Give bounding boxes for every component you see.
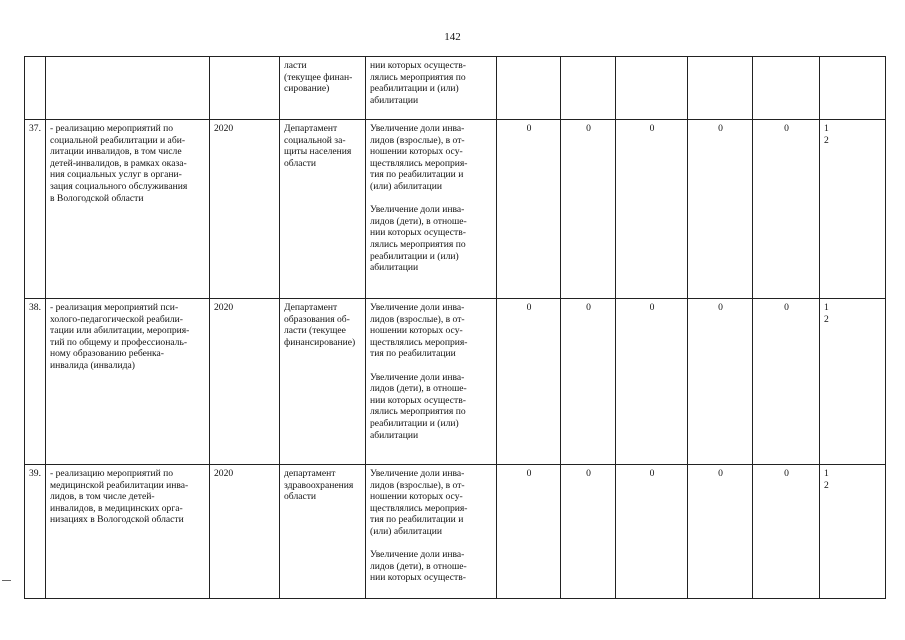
value-cell: 0 (753, 120, 820, 299)
reference-line: 1 (824, 302, 829, 313)
measure-line: холого-педагогической реабили- (50, 313, 183, 325)
indicator-line: Увеличение доли инва- (370, 371, 465, 383)
executor-cell (280, 465, 366, 599)
indicator-line: ществлялись мероприя- (370, 336, 468, 348)
reference-cell (820, 120, 886, 299)
table-row (25, 299, 886, 465)
executor-line: ласти (текущее (284, 325, 346, 337)
year-cell: 2020 (210, 465, 280, 599)
indicator-line: реабилитации и (или) (370, 250, 459, 262)
measure-cell (46, 57, 210, 120)
executor-line: ласти (284, 60, 307, 71)
value-cell: 0 (616, 465, 688, 599)
indicator-line: лялись мероприятия по (370, 71, 466, 83)
indicator-line: абилитации (370, 94, 419, 106)
measure-cell (46, 120, 210, 299)
value-cell (616, 57, 688, 120)
indicator-line: лидов (взрослые), в от- (370, 313, 465, 325)
program-table (24, 56, 886, 599)
indicator-line: лидов (дети), в отноше- (370, 383, 467, 395)
measure-cell (46, 465, 210, 599)
indicator-line: нии которых осуществ- (370, 394, 466, 406)
indicator-line: реабилитации и (или) (370, 83, 459, 95)
value-cell: 0 (561, 299, 616, 465)
indicator-line: Увеличение доли инва- (370, 204, 465, 216)
executor-line: финансирование) (284, 336, 356, 348)
measure-line: социальной реабилитации и аби- (50, 134, 186, 146)
value-cell (497, 57, 561, 120)
executor-line: здравоохранения (284, 479, 354, 491)
measure-line: низациях в Вологодской области (50, 514, 184, 526)
indicator-line: ществлялись мероприя- (370, 157, 468, 169)
executor-line: (текущее финан- (284, 71, 353, 83)
executor-cell (280, 299, 366, 465)
reference-cell (820, 57, 886, 120)
indicator-line: лялись мероприятия по (370, 406, 466, 418)
reference-line: 2 (824, 313, 829, 325)
indicator-line: нии которых осуществ- (370, 227, 466, 239)
executor-line: области (284, 157, 317, 169)
measure-line: ния социальных услуг в органи- (50, 169, 182, 181)
measure-line: лидов, в том числе детей- (50, 491, 155, 503)
measure-line: инвалида (инвалида) (50, 359, 135, 371)
indicator-line: Увеличение доли инва- (370, 123, 465, 134)
table-row (25, 120, 886, 299)
value-cell: 0 (616, 120, 688, 299)
indicator-line: абилитации (370, 429, 419, 441)
value-cell: 0 (753, 299, 820, 465)
measure-line: - реализацию мероприятий по (50, 468, 174, 479)
indicator-cell (366, 465, 497, 599)
page-number: 142 (444, 31, 461, 43)
indicator-line: тия по реабилитации и (370, 169, 464, 181)
year-cell: 2020 (210, 299, 280, 465)
indicator-line: лидов (дети), в отноше- (370, 560, 467, 572)
indicator-line: ношении которых осу- (370, 325, 463, 337)
measure-line: - реализация мероприятий пси- (50, 302, 179, 313)
indicator-cell (366, 120, 497, 299)
value-cell: 0 (688, 465, 753, 599)
value-cell: 0 (497, 120, 561, 299)
executor-line: области (284, 491, 317, 503)
value-cell (753, 57, 820, 120)
executor-line: образования об- (284, 313, 350, 325)
indicator-line: Увеличение доли инва- (370, 302, 465, 313)
executor-cell (280, 120, 366, 299)
measure-line: литации инвалидов, в том числе (50, 146, 182, 158)
indicator-line: Увеличение доли инва- (370, 549, 465, 561)
reference-line: 2 (824, 479, 829, 491)
indicator-line: (или) абилитации (370, 180, 443, 192)
value-cell: 0 (497, 299, 561, 465)
indicator-line: нии которых осуществ- (370, 572, 466, 584)
value-cell: 0 (497, 465, 561, 599)
indicator-line: Увеличение доли инва- (370, 468, 465, 479)
executor-line: щиты населения (284, 146, 352, 158)
indicator-line: тия по реабилитации (370, 348, 456, 360)
executor-line: департамент (284, 468, 336, 479)
margin-mark (2, 580, 11, 581)
indicator-line: тия по реабилитации и (370, 514, 464, 526)
indicator-line: ществлялись мероприя- (370, 502, 468, 514)
measure-line: инвалидов, в медицинских орга- (50, 502, 183, 514)
indicator-gap (370, 538, 493, 550)
indicator-gap (370, 193, 493, 205)
indicator-line: лялись мероприятия по (370, 238, 466, 250)
row-number-cell: 38. (25, 299, 46, 465)
value-cell: 0 (688, 299, 753, 465)
value-cell (561, 57, 616, 120)
row-number-cell (25, 57, 46, 120)
table-row (25, 465, 886, 599)
value-cell (688, 57, 753, 120)
executor-cell (280, 57, 366, 120)
reference-cell (820, 299, 886, 465)
indicator-line: нии которых осуществ- (370, 60, 466, 71)
measure-line: детей-инвалидов, в рамках оказа- (50, 157, 187, 169)
measure-line: в Вологодской области (50, 192, 144, 204)
measure-cell (46, 299, 210, 465)
executor-line: Департамент (284, 123, 338, 134)
indicator-gap (370, 360, 493, 372)
measure-line: - реализацию мероприятий по (50, 123, 174, 134)
value-cell: 0 (688, 120, 753, 299)
indicator-line: лидов (взрослые), в от- (370, 479, 465, 491)
executor-line: Департамент (284, 302, 338, 313)
reference-line: 1 (824, 123, 829, 134)
indicator-line: лидов (дети), в отноше- (370, 215, 467, 227)
row-number-cell: 37. (25, 120, 46, 299)
indicator-line: лидов (взрослые), в от- (370, 134, 465, 146)
value-cell: 0 (561, 465, 616, 599)
value-cell: 0 (616, 299, 688, 465)
reference-cell (820, 465, 886, 599)
measure-line: медицинской реабилитации инва- (50, 479, 189, 491)
row-number-cell: 39. (25, 465, 46, 599)
value-cell: 0 (753, 465, 820, 599)
table-body (25, 57, 886, 599)
indicator-line: ношении которых осу- (370, 146, 463, 158)
executor-line: социальной за- (284, 134, 346, 146)
measure-line: тации или абилитации, мероприя- (50, 325, 190, 337)
reference-line: 2 (824, 134, 829, 146)
measure-line: ному образованию ребенка- (50, 348, 164, 360)
indicator-line: абилитации (370, 262, 419, 274)
indicator-cell (366, 57, 497, 120)
value-cell: 0 (561, 120, 616, 299)
indicator-line: реабилитации и (или) (370, 417, 459, 429)
indicator-cell (366, 299, 497, 465)
year-cell (210, 57, 280, 120)
indicator-line: ношении которых осу- (370, 491, 463, 503)
year-cell: 2020 (210, 120, 280, 299)
table-row (25, 57, 886, 120)
reference-line: 1 (824, 468, 829, 479)
executor-line: сирование) (284, 83, 330, 95)
measure-line: зация социального обслуживания (50, 180, 188, 192)
indicator-line: (или) абилитации (370, 525, 443, 537)
measure-line: тий по общему и профессиональ- (50, 336, 188, 348)
